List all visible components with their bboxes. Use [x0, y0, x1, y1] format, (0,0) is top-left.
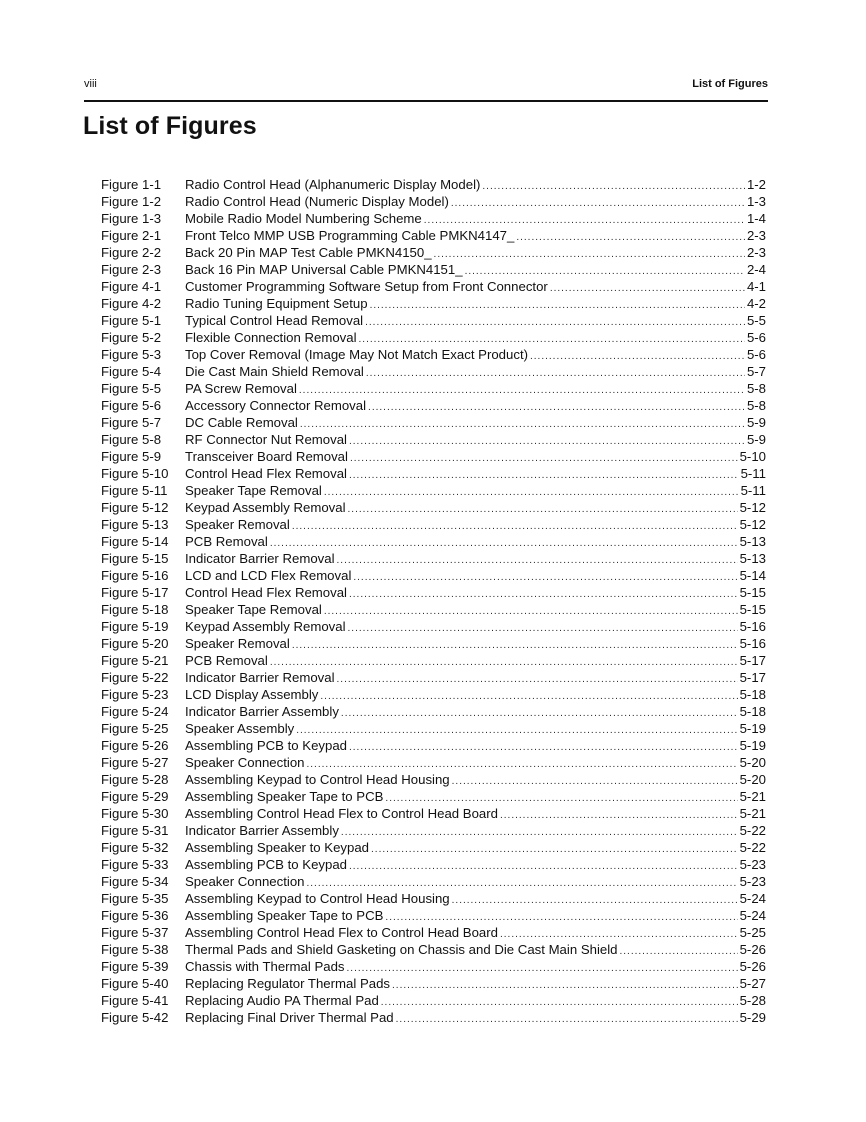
dot-leader — [392, 977, 738, 994]
figure-page-number[interactable]: 5-18 — [739, 704, 766, 719]
figure-entry[interactable] — [101, 584, 766, 601]
figure-entry[interactable] — [101, 499, 766, 516]
figure-entry[interactable] — [101, 448, 766, 465]
dot-leader — [396, 1011, 738, 1028]
figure-caption[interactable]: RF Connector Nut Removal — [185, 432, 347, 447]
figure-caption[interactable]: Assembling Keypad to Control Head Housing — [185, 772, 450, 787]
figure-entry[interactable] — [101, 244, 766, 261]
figure-entry[interactable] — [101, 618, 766, 635]
figure-label: Figure 5-21 — [101, 653, 169, 668]
dot-leader — [349, 739, 738, 756]
figure-entry[interactable] — [101, 533, 766, 550]
figure-caption[interactable]: Radio Tuning Equipment Setup — [185, 296, 368, 311]
figure-page-number[interactable]: 1-4 — [746, 211, 766, 226]
figure-label: Figure 5-11 — [101, 483, 168, 498]
figure-label: Figure 5-18 — [101, 602, 169, 617]
figure-caption[interactable]: Speaker Connection — [185, 755, 305, 770]
dot-leader — [366, 365, 745, 382]
figure-caption[interactable]: DC Cable Removal — [185, 415, 298, 430]
figure-page-number[interactable]: 5-22 — [739, 823, 766, 838]
figure-entry[interactable] — [101, 788, 766, 805]
figure-label: Figure 5-3 — [101, 347, 162, 362]
figure-caption[interactable]: Die Cast Main Shield Removal — [185, 364, 364, 379]
figure-entry[interactable] — [101, 737, 766, 754]
dot-leader — [320, 688, 737, 705]
figure-page-number[interactable]: 5-24 — [739, 891, 766, 906]
figure-caption[interactable]: Assembling Speaker Tape to PCB — [185, 908, 384, 923]
figure-label: Figure 5-9 — [101, 449, 162, 464]
figure-caption[interactable]: Transceiver Board Removal — [185, 449, 348, 464]
figure-entry[interactable] — [101, 941, 766, 958]
dot-leader — [349, 467, 739, 484]
dot-leader — [324, 484, 739, 501]
figure-page-number[interactable]: 5-9 — [746, 415, 766, 430]
figure-entry[interactable] — [101, 720, 766, 737]
figure-caption[interactable]: Accessory Connector Removal — [185, 398, 367, 413]
figure-entry[interactable] — [101, 703, 766, 720]
figure-caption[interactable]: Top Cover Removal (Image May Not Match Exact Product) — [185, 347, 528, 362]
dot-leader — [368, 399, 745, 416]
dot-leader — [341, 705, 738, 722]
running-title: List of Figures — [692, 78, 768, 90]
figure-caption[interactable]: Indicator Barrier Assembly — [185, 823, 339, 838]
figure-entry[interactable] — [101, 210, 766, 227]
figure-page-number[interactable]: 5-6 — [746, 330, 766, 345]
figure-page-number[interactable]: 5-8 — [746, 398, 766, 413]
dot-leader — [337, 552, 738, 569]
figure-entry[interactable] — [101, 992, 766, 1009]
page-header — [84, 78, 768, 94]
figure-caption[interactable]: Speaker Tape Removal — [185, 483, 322, 498]
figure-caption[interactable]: Assembling Speaker Tape to PCB — [185, 789, 384, 804]
figure-label: Figure 5-1 — [101, 313, 162, 328]
figure-label: Figure 5-16 — [101, 568, 169, 583]
figure-entry[interactable] — [101, 567, 766, 584]
figure-label: Figure 5-14 — [101, 534, 169, 549]
figure-page-number[interactable]: 5-11 — [740, 483, 766, 498]
figure-label: Figure 5-19 — [101, 619, 169, 634]
dot-leader — [371, 841, 738, 858]
figure-entry[interactable] — [101, 975, 766, 992]
figure-page-number[interactable]: 2-4 — [746, 262, 766, 277]
dot-leader — [550, 280, 745, 297]
figure-page-number[interactable]: 5-6 — [746, 347, 766, 362]
figure-entry[interactable] — [101, 414, 766, 431]
figure-page-number[interactable]: 5-13 — [739, 534, 766, 549]
figure-page-number[interactable]: 5-8 — [746, 381, 766, 396]
figure-caption[interactable]: Speaker Connection — [185, 874, 305, 889]
figure-caption[interactable]: Assembling Speaker to Keypad — [185, 840, 370, 855]
figure-caption[interactable]: Indicator Barrier Assembly — [185, 704, 339, 719]
figure-entry[interactable] — [101, 516, 766, 533]
dot-leader — [296, 722, 737, 739]
dot-leader — [300, 416, 745, 433]
figure-caption[interactable]: Replacing Final Driver Thermal Pad — [185, 1010, 394, 1025]
figure-caption[interactable]: PCB Removal — [185, 534, 268, 549]
figure-entry[interactable] — [101, 465, 766, 482]
dot-leader — [370, 297, 745, 314]
figure-label: Figure 1-2 — [101, 194, 162, 209]
figure-caption[interactable]: Front Telco MMP USB Programming Cable PMKN4147_ — [185, 228, 515, 243]
figure-entry[interactable] — [101, 805, 766, 822]
dot-leader — [324, 603, 738, 620]
figure-label: Figure 5-5 — [101, 381, 162, 396]
figure-label: Figure 1-3 — [101, 211, 162, 226]
dot-leader — [349, 858, 738, 875]
figure-page-number[interactable]: 4-2 — [746, 296, 766, 311]
figure-page-number[interactable]: 5-15 — [739, 602, 766, 617]
dot-leader — [350, 450, 738, 467]
figure-label: Figure 5-7 — [101, 415, 162, 430]
figure-page-number[interactable]: 5-12 — [739, 517, 766, 532]
figure-label: Figure 5-23 — [101, 687, 169, 702]
figure-caption[interactable]: Keypad Assembly Removal — [185, 500, 346, 515]
figure-caption[interactable]: LCD Display Assembly — [185, 687, 319, 702]
figure-page-number[interactable]: 5-22 — [739, 840, 766, 855]
figure-entry[interactable] — [101, 193, 766, 210]
dot-leader — [348, 620, 738, 637]
figure-label: Figure 5-39 — [101, 959, 169, 974]
figure-label: Figure 5-31 — [101, 823, 169, 838]
figure-entry[interactable] — [101, 771, 766, 788]
dot-leader — [619, 943, 737, 960]
figure-label: Figure 5-6 — [101, 398, 162, 413]
figure-label: Figure 5-38 — [101, 942, 169, 957]
figure-label: Figure 5-24 — [101, 704, 169, 719]
figure-entry[interactable] — [101, 261, 766, 278]
figure-label: Figure 5-25 — [101, 721, 169, 736]
figure-entry[interactable] — [101, 1009, 766, 1026]
figure-page-number[interactable]: 5-14 — [739, 568, 766, 583]
figure-page-number[interactable]: 5-19 — [739, 738, 766, 753]
figure-label: Figure 5-37 — [101, 925, 169, 940]
figure-entry[interactable] — [101, 907, 766, 924]
figure-label: Figure 5-2 — [101, 330, 162, 345]
figure-entry[interactable] — [101, 601, 766, 618]
figure-entry[interactable] — [101, 278, 766, 295]
figure-label: Figure 5-29 — [101, 789, 169, 804]
figure-page-number[interactable]: 5-7 — [746, 364, 766, 379]
dot-leader — [451, 195, 745, 212]
figure-page-number[interactable]: 2-3 — [746, 245, 766, 260]
dot-leader — [292, 518, 738, 535]
figure-label: Figure 1-1 — [101, 177, 162, 192]
page-number: viii — [84, 78, 97, 90]
figure-page-number[interactable]: 5-23 — [739, 857, 766, 872]
figure-label: Figure 5-27 — [101, 755, 169, 770]
figure-page-number[interactable]: 5-19 — [739, 721, 766, 736]
figure-entry[interactable] — [101, 890, 766, 907]
figure-caption[interactable]: Replacing Regulator Thermal Pads — [185, 976, 391, 991]
figure-page-number[interactable]: 5-16 — [739, 619, 766, 634]
figure-caption[interactable]: Back 20 Pin MAP Test Cable PMKN4150_ — [185, 245, 432, 260]
figure-entry[interactable] — [101, 550, 766, 567]
figure-page-number[interactable]: 5-26 — [739, 942, 766, 957]
figure-caption[interactable]: Flexible Connection Removal — [185, 330, 357, 345]
figure-page-number[interactable]: 5-21 — [739, 789, 766, 804]
figure-label: Figure 5-33 — [101, 857, 169, 872]
figure-entry[interactable] — [101, 482, 766, 499]
figure-caption[interactable]: Back 16 Pin MAP Universal Cable PMKN4151_ — [185, 262, 463, 277]
figure-entry[interactable] — [101, 397, 766, 414]
figure-label: Figure 4-1 — [101, 279, 162, 294]
header-rule — [84, 100, 768, 102]
figure-caption[interactable]: Radio Control Head (Alphanumeric Display Model) — [185, 177, 481, 192]
figure-label: Figure 5-13 — [101, 517, 169, 532]
figure-caption[interactable]: Indicator Barrier Removal — [185, 670, 335, 685]
figure-caption[interactable]: LCD and LCD Flex Removal — [185, 568, 352, 583]
dot-leader — [500, 807, 738, 824]
figure-caption[interactable]: Speaker Assembly — [185, 721, 295, 736]
dot-leader — [347, 960, 738, 977]
figure-label: Figure 5-34 — [101, 874, 169, 889]
figure-page-number[interactable]: 5-21 — [739, 806, 766, 821]
figure-caption[interactable]: Thermal Pads and Shield Gasketing on Chassis and Die Cast Main Shield — [185, 942, 618, 957]
figure-list — [101, 176, 766, 1026]
figure-page-number[interactable]: 2-3 — [746, 228, 766, 243]
figure-caption[interactable]: Assembling PCB to Keypad — [185, 738, 347, 753]
dot-leader — [349, 433, 745, 450]
figure-entry[interactable] — [101, 312, 766, 329]
figure-caption[interactable]: Radio Control Head (Numeric Display Model) — [185, 194, 449, 209]
figure-entry[interactable] — [101, 856, 766, 873]
figure-page-number[interactable]: 5-17 — [739, 653, 766, 668]
figure-page-number[interactable]: 5-11 — [740, 466, 766, 481]
figure-label: Figure 5-28 — [101, 772, 169, 787]
figure-page-number[interactable]: 5-17 — [739, 670, 766, 685]
figure-label: Figure 5-40 — [101, 976, 169, 991]
figure-entry[interactable] — [101, 652, 766, 669]
figure-entry[interactable] — [101, 380, 766, 397]
dot-leader — [434, 246, 745, 263]
figure-entry[interactable] — [101, 176, 766, 193]
figure-page-number[interactable]: 5-20 — [739, 772, 766, 787]
figure-label: Figure 5-4 — [101, 364, 162, 379]
dot-leader — [348, 501, 738, 518]
figure-entry[interactable] — [101, 431, 766, 448]
dot-leader — [270, 654, 738, 671]
dot-leader — [381, 994, 738, 1011]
figure-page-number[interactable]: 5-28 — [739, 993, 766, 1008]
figure-label: Figure 5-22 — [101, 670, 169, 685]
dot-leader — [341, 824, 738, 841]
figure-entry[interactable] — [101, 958, 766, 975]
dot-leader — [353, 569, 737, 586]
figure-entry[interactable] — [101, 363, 766, 380]
figure-page-number[interactable]: 5-20 — [739, 755, 766, 770]
figure-entry[interactable] — [101, 295, 766, 312]
figure-caption[interactable]: Typical Control Head Removal — [185, 313, 364, 328]
figure-label: Figure 4-2 — [101, 296, 162, 311]
dot-leader — [452, 892, 738, 909]
figure-caption[interactable]: Assembling PCB to Keypad — [185, 857, 347, 872]
figure-label: Figure 2-3 — [101, 262, 162, 277]
figure-label: Figure 5-8 — [101, 432, 162, 447]
dot-leader — [516, 229, 745, 246]
figure-entry[interactable] — [101, 669, 766, 686]
figure-label: Figure 5-15 — [101, 551, 169, 566]
figure-entry[interactable] — [101, 686, 766, 703]
figure-caption[interactable]: Indicator Barrier Removal — [185, 551, 335, 566]
figure-caption[interactable]: Keypad Assembly Removal — [185, 619, 346, 634]
figure-entry[interactable] — [101, 754, 766, 771]
figure-caption[interactable]: Customer Programming Software Setup from Front Connector — [185, 279, 548, 294]
figure-caption[interactable]: Speaker Tape Removal — [185, 602, 322, 617]
figure-page-number[interactable]: 5-15 — [739, 585, 766, 600]
figure-label: Figure 5-12 — [101, 500, 169, 515]
figure-label: Figure 5-26 — [101, 738, 169, 753]
figure-page-number[interactable]: 5-25 — [739, 925, 766, 940]
figure-label: Figure 5-42 — [101, 1010, 169, 1025]
figure-caption[interactable]: Assembling Keypad to Control Head Housing — [185, 891, 450, 906]
figure-caption[interactable]: Assembling Control Head Flex to Control Head Board — [185, 806, 498, 821]
figure-caption[interactable]: Speaker Removal — [185, 517, 290, 532]
figure-page-number[interactable]: 5-13 — [739, 551, 766, 566]
figure-caption[interactable]: PCB Removal — [185, 653, 268, 668]
figure-caption[interactable]: Replacing Audio PA Thermal Pad — [185, 993, 379, 1008]
figure-label: Figure 5-32 — [101, 840, 169, 855]
figure-entry[interactable] — [101, 635, 766, 652]
page-title: List of Figures — [83, 112, 257, 140]
figure-caption[interactable]: Speaker Removal — [185, 636, 290, 651]
figure-caption[interactable]: Control Head Flex Removal — [185, 585, 347, 600]
dot-leader — [292, 637, 738, 654]
dot-leader — [337, 671, 738, 688]
figure-page-number[interactable]: 4-1 — [746, 279, 766, 294]
figure-page-number[interactable]: 5-23 — [739, 874, 766, 889]
figure-entry[interactable] — [101, 924, 766, 941]
dot-leader — [349, 586, 738, 603]
figure-page-number[interactable]: 5-9 — [746, 432, 766, 447]
figure-label: Figure 5-41 — [101, 993, 169, 1008]
figure-caption[interactable]: Mobile Radio Model Numbering Scheme — [185, 211, 422, 226]
figure-page-number[interactable]: 5-29 — [739, 1010, 766, 1025]
figure-page-number[interactable]: 5-24 — [739, 908, 766, 923]
figure-page-number[interactable]: 1-2 — [746, 177, 766, 192]
figure-label: Figure 5-20 — [101, 636, 169, 651]
figure-page-number[interactable]: 5-5 — [746, 313, 766, 328]
figure-label: Figure 5-10 — [101, 466, 169, 481]
figure-label: Figure 5-30 — [101, 806, 169, 821]
figure-page-number[interactable]: 5-26 — [739, 959, 766, 974]
figure-page-number[interactable]: 1-3 — [746, 194, 766, 209]
figure-entry[interactable] — [101, 227, 766, 244]
figure-entry[interactable] — [101, 822, 766, 839]
figure-caption[interactable]: Assembling Control Head Flex to Control Head Board — [185, 925, 498, 940]
dot-leader — [270, 535, 738, 552]
figure-label: Figure 2-2 — [101, 245, 162, 260]
figure-caption[interactable]: Control Head Flex Removal — [185, 466, 347, 481]
figure-page-number[interactable]: 5-12 — [739, 500, 766, 515]
figure-page-number[interactable]: 5-18 — [739, 687, 766, 702]
figure-page-number[interactable]: 5-27 — [739, 976, 766, 991]
figure-page-number[interactable]: 5-10 — [739, 449, 766, 464]
figure-caption[interactable]: PA Screw Removal — [185, 381, 297, 396]
figure-entry[interactable] — [101, 839, 766, 856]
figure-caption[interactable]: Chassis with Thermal Pads — [185, 959, 345, 974]
figure-label: Figure 5-17 — [101, 585, 169, 600]
dot-leader — [482, 178, 745, 195]
figure-label: Figure 2-1 — [101, 228, 162, 243]
figure-entry[interactable] — [101, 873, 766, 890]
dot-leader — [452, 773, 738, 790]
figure-entry[interactable] — [101, 346, 766, 363]
figure-page-number[interactable]: 5-16 — [739, 636, 766, 651]
dot-leader — [530, 348, 745, 365]
figure-label: Figure 5-35 — [101, 891, 169, 906]
figure-label: Figure 5-36 — [101, 908, 169, 923]
figure-entry[interactable] — [101, 329, 766, 346]
dot-leader — [365, 314, 745, 331]
